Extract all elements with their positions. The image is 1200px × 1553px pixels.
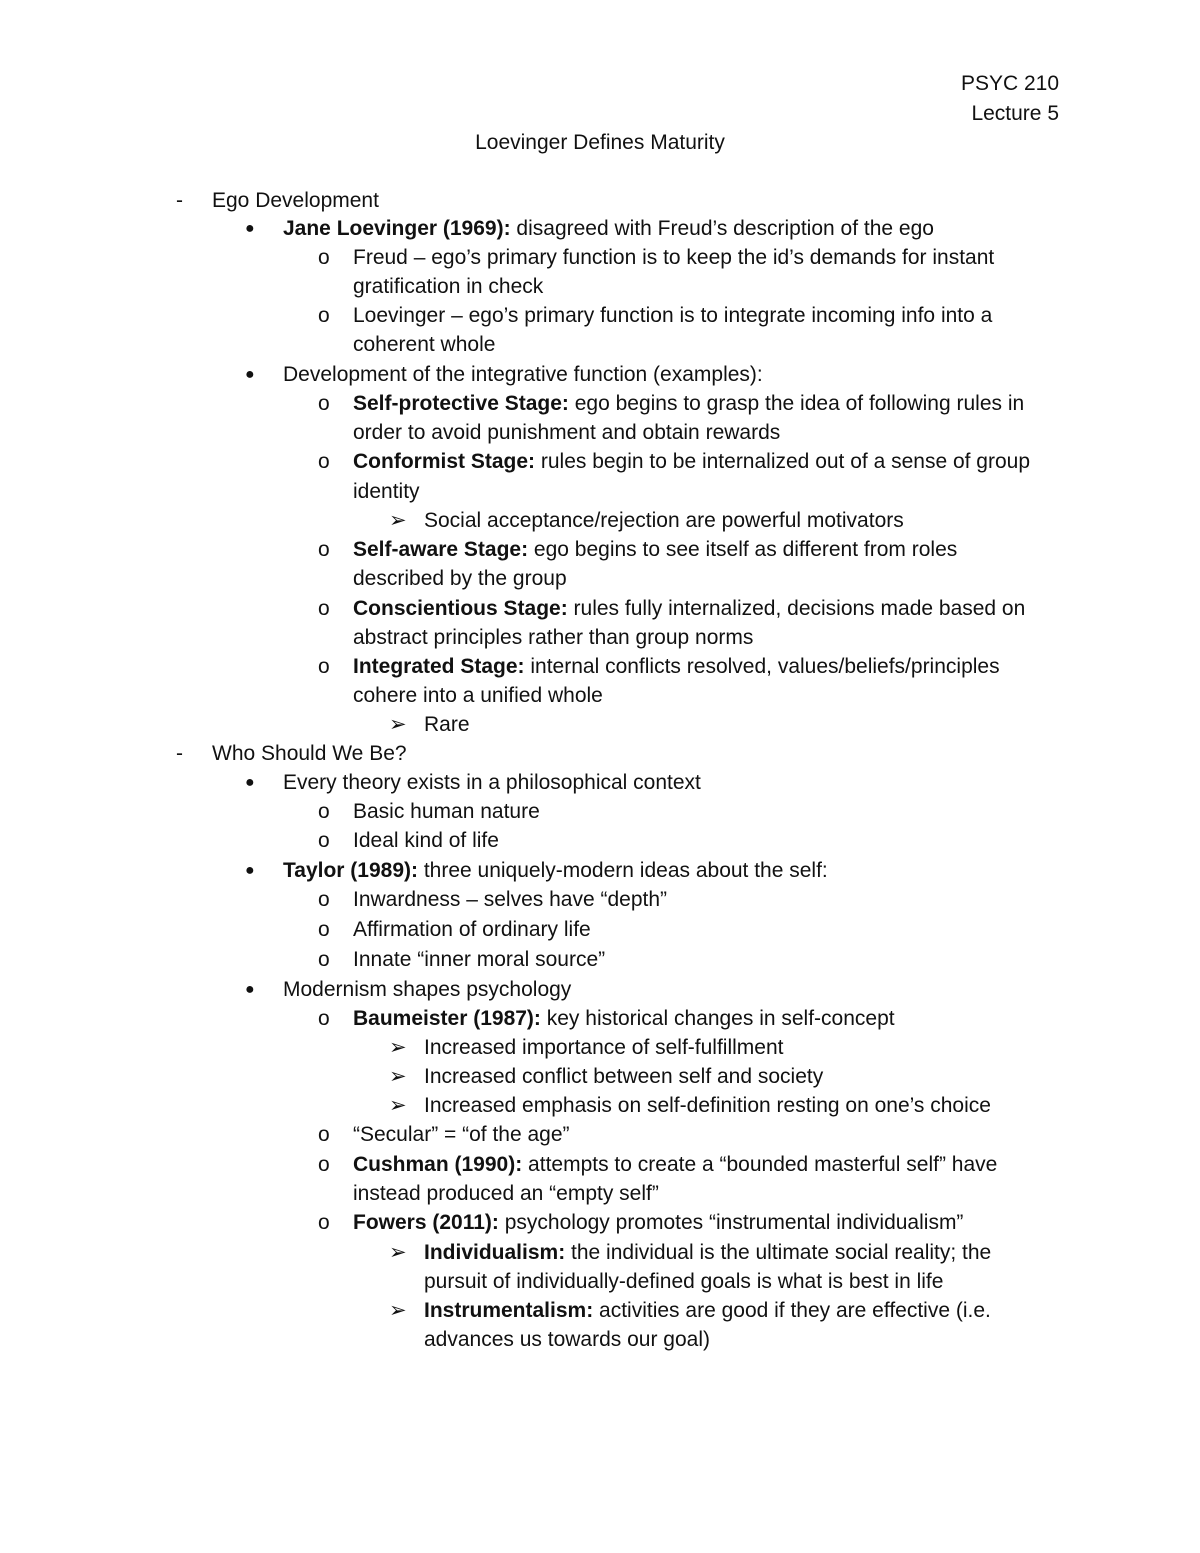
bold-term: Self-aware Stage: (353, 538, 529, 561)
bullet-jane-loevinger (283, 214, 934, 244)
stage-integrated-line2: cohere into a unified whole (353, 684, 603, 707)
stage-self-aware-line1 (353, 535, 957, 565)
course-code: PSYC 210 (960, 72, 1059, 95)
circle-marker: o (318, 246, 330, 269)
arrow-marker: ➢ (389, 1299, 407, 1322)
bold-term: Integrated Stage: (353, 655, 525, 678)
circle-marker: o (318, 392, 330, 415)
sub-item-baumeister (353, 1004, 895, 1034)
bullet-philosophical-context: Every theory exists in a philosophical context (283, 771, 701, 794)
arrow-item-conflict: Increased conflict between self and society (424, 1065, 824, 1088)
document-title: Loevinger Defines Maturity (475, 131, 725, 154)
arrow-item-rare: Rare (424, 713, 470, 736)
sub-item-inwardness: Inwardness – selves have “depth” (353, 888, 668, 911)
bullet-marker: ● (245, 366, 255, 383)
stage-integrated-line1 (353, 652, 1000, 682)
arrow-item-individualism-line1 (424, 1238, 991, 1268)
stage-self-protective-line1 (353, 389, 1024, 419)
arrow-item-instrumentalism-line2: advances us towards our goal) (424, 1328, 710, 1351)
section-heading-ego-development: Ego Development (212, 189, 379, 212)
circle-marker: o (318, 800, 330, 823)
sub-item-text: attempts to create a “bounded masterful self” have (522, 1153, 998, 1176)
sub-item-text: psychology promotes “instrumental individualism” (498, 1211, 964, 1234)
circle-marker: o (318, 1153, 330, 1176)
bold-term: Self-protective Stage: (353, 392, 569, 415)
sub-item-text: key historical changes in self-concept (540, 1007, 895, 1030)
circle-marker: o (318, 450, 330, 473)
sub-item-inner-moral-source: Innate “inner moral source” (353, 948, 606, 971)
bullet-marker: ● (245, 862, 255, 879)
bold-term: Taylor (1989): (283, 859, 418, 882)
arrow-item-social-acceptance: Social acceptance/rejection are powerful motivators (424, 509, 904, 532)
dash-marker: - (176, 189, 183, 212)
bold-term: Fowers (2011): (353, 1211, 499, 1234)
circle-marker: o (318, 655, 330, 678)
bullet-marker: ● (245, 774, 255, 791)
bold-term: Instrumentalism: (424, 1299, 594, 1322)
arrow-marker: ➢ (389, 509, 407, 532)
arrow-item-instrumentalism-line1 (424, 1296, 991, 1326)
circle-marker: o (318, 888, 330, 911)
sub-item-fowers (353, 1208, 963, 1238)
circle-marker: o (318, 1211, 330, 1234)
stage-conformist-line1 (353, 447, 1030, 477)
bullet-marker: ● (245, 220, 255, 237)
arrow-item-self-fulfillment: Increased importance of self-fulfillment (424, 1036, 784, 1059)
sub-item-ideal-kind-of-life: Ideal kind of life (353, 829, 499, 852)
circle-marker: o (318, 597, 330, 620)
bold-term: Cushman (1990): (353, 1153, 523, 1176)
circle-marker: o (318, 918, 330, 941)
stage-self-aware-line2: described by the group (353, 567, 567, 590)
bold-term: Baumeister (1987): (353, 1007, 541, 1030)
sub-item-basic-human-nature: Basic human nature (353, 800, 540, 823)
arrow-marker: ➢ (389, 713, 407, 736)
bullet-text: three uniquely-modern ideas about the self: (418, 859, 828, 882)
circle-marker: o (318, 948, 330, 971)
bullet-integrative-function: Development of the integrative function (examples): (283, 363, 763, 386)
arrow-marker: ➢ (389, 1241, 407, 1264)
dash-marker: - (176, 742, 183, 765)
sub-item-cushman-line2: instead produced an “empty self” (353, 1182, 659, 1205)
sub-item-cushman-line1 (353, 1150, 997, 1180)
stage-text: rules begin to be internalized out of a sense of group (535, 450, 1031, 473)
arrow-item-self-definition: Increased emphasis on self-definition resting on one’s choice (424, 1094, 991, 1117)
arrow-item-individualism-line2: pursuit of individually-defined goals is what is best in life (424, 1270, 944, 1293)
circle-marker: o (318, 829, 330, 852)
circle-marker: o (318, 304, 330, 327)
stage-text: rules fully internalized, decisions made based on (567, 597, 1026, 620)
lecture-number: Lecture 5 (971, 102, 1059, 125)
arrow-marker: ➢ (389, 1036, 407, 1059)
arrow-marker: ➢ (389, 1094, 407, 1117)
arrow-marker: ➢ (389, 1065, 407, 1088)
circle-marker: o (318, 1007, 330, 1030)
bold-term: Conformist Stage: (353, 450, 536, 473)
sub-item-loevinger-line1: Loevinger – ego’s primary function is to integrate incoming info into a (353, 304, 993, 327)
bullet-modernism: Modernism shapes psychology (283, 978, 572, 1001)
bullet-text: disagreed with Freud’s description of the ego (510, 217, 934, 240)
circle-marker: o (318, 1123, 330, 1146)
bullet-taylor (283, 856, 828, 886)
sub-item-freud-line2: gratification in check (353, 275, 544, 298)
sub-item-freud-line1: Freud – ego’s primary function is to keep the id’s demands for instant (353, 246, 995, 269)
sub-item-loevinger-line2: coherent whole (353, 333, 496, 356)
bullet-marker: ● (245, 981, 255, 998)
sub-item-secular: “Secular” = “of the age” (353, 1123, 570, 1146)
stage-text: ego begins to see itself as different from roles (528, 538, 958, 561)
bold-term: Jane Loevinger (1969): (283, 217, 511, 240)
circle-marker: o (318, 538, 330, 561)
stage-conscientious-line1 (353, 594, 1025, 624)
arrow-item-text: the individual is the ultimate social reality; the (565, 1241, 992, 1264)
stage-text: ego begins to grasp the idea of following rules in (568, 392, 1025, 415)
stage-self-protective-line2: order to avoid punishment and obtain rewards (353, 421, 781, 444)
sub-item-affirmation: Affirmation of ordinary life (353, 918, 591, 941)
arrow-item-text: activities are good if they are effective (i.e. (593, 1299, 991, 1322)
section-heading-who-should-we-be: Who Should We Be? (212, 742, 407, 765)
bold-term: Individualism: (424, 1241, 566, 1264)
stage-conscientious-line2: abstract principles rather than group norms (353, 626, 754, 649)
stage-text: internal conflicts resolved, values/beliefs/principles (524, 655, 1000, 678)
bold-term: Conscientious Stage: (353, 597, 568, 620)
stage-conformist-line2: identity (353, 480, 420, 503)
